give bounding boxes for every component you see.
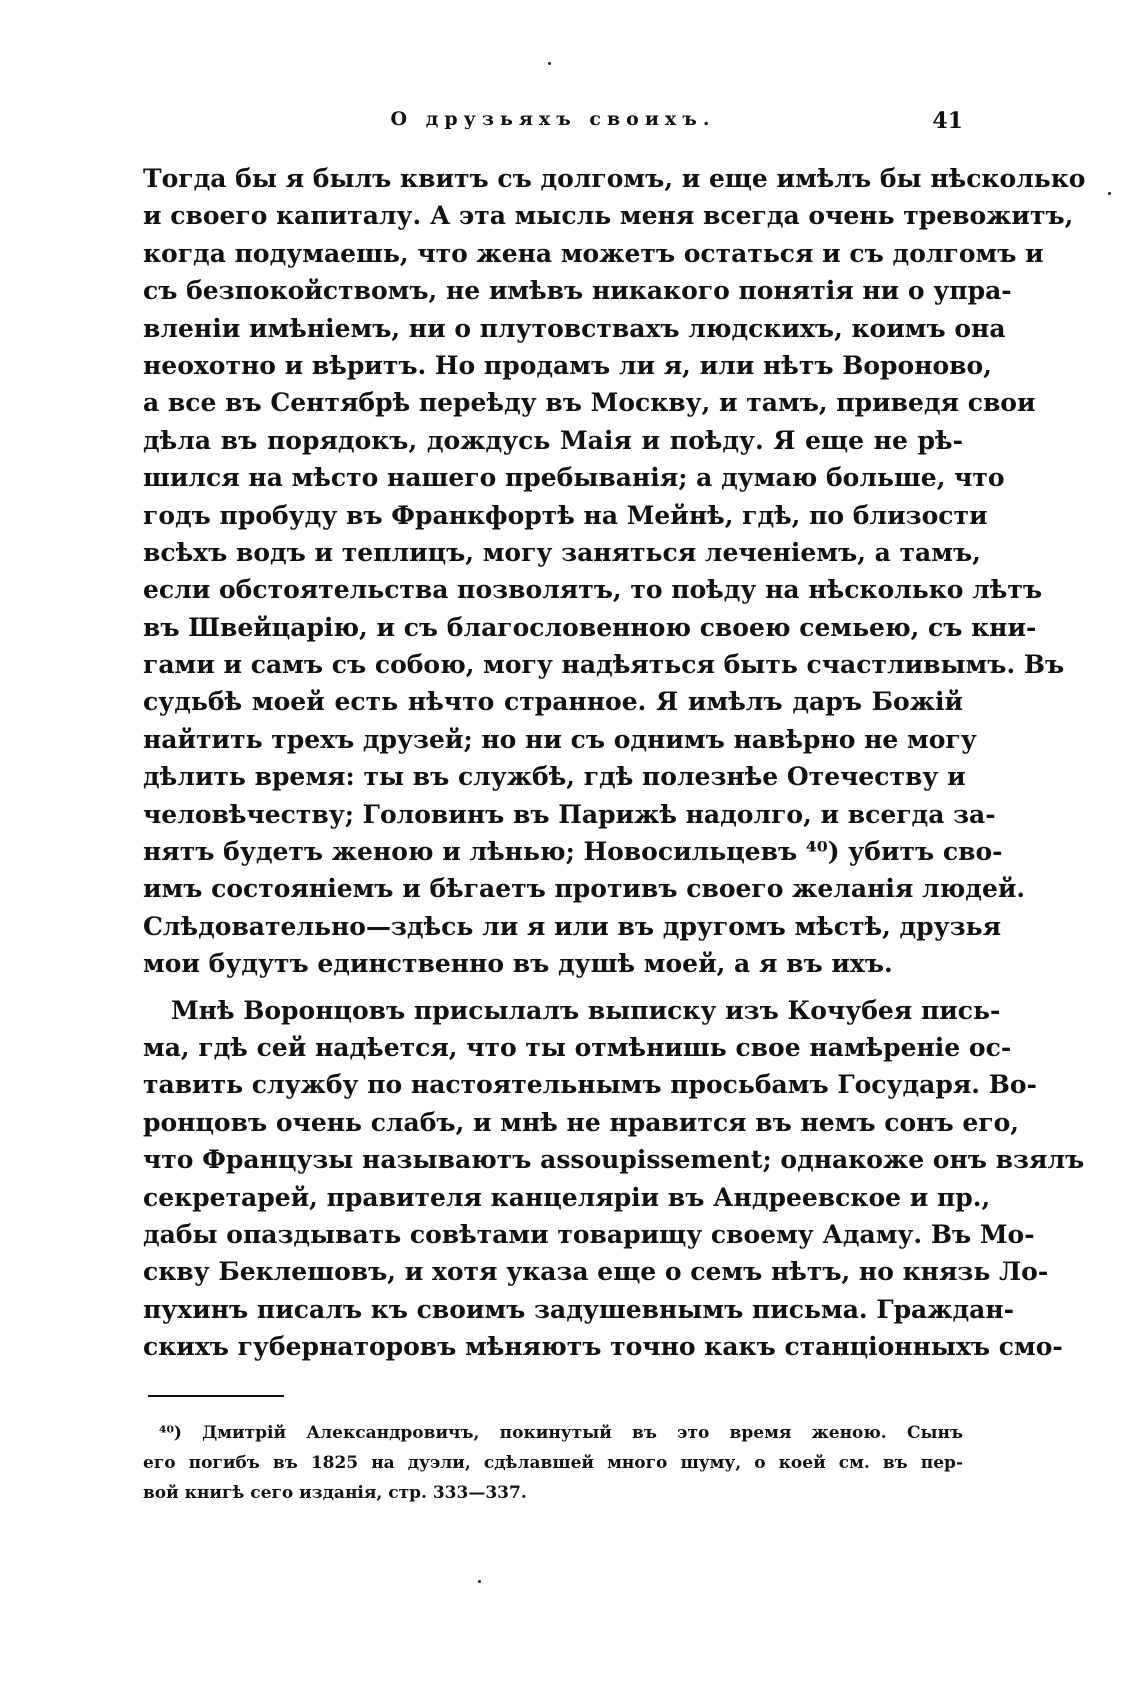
paragraph-2: [143, 992, 1085, 1366]
print-speck: [1108, 192, 1111, 195]
footnote-divider: [148, 1395, 284, 1397]
text-line: пухинъ писалъ къ своимъ задушевнымъ письма. Граждан-: [143, 1294, 1015, 1324]
body-text: [143, 160, 1086, 1366]
text-line: дѣла въ порядокъ, дождусь Маія и поѣду. Я еще не рѣ-: [143, 425, 963, 455]
text-line: Слѣдовательно—здѣсь ли я или въ другомъ мѣстѣ, друзья: [143, 911, 1002, 941]
text-line: дабы опаздывать совѣтами товарищу своему Адаму. Въ Мо-: [143, 1219, 1035, 1249]
text-line: что Французы называютъ assoupissement; однакоже онъ взялъ: [143, 1145, 1085, 1175]
paragraph-gap: [143, 983, 963, 992]
text-line: ма, гдѣ сей надѣется, что ты отмѣнишь свое намѣреніе ос-: [143, 1032, 1012, 1062]
text-line: всѣхъ водъ и теплицъ, могу заняться леченіемъ, а тамъ,: [143, 537, 981, 567]
text-line: мои будутъ единственно въ душѣ моей, а я въ ихъ.: [143, 949, 893, 979]
text-line: дѣлить время: ты въ службѣ, гдѣ полезнѣе Отечеству и: [143, 762, 966, 792]
text-line: гами и самъ съ собою, могу надѣяться быть счастливымъ. Въ: [143, 650, 1065, 680]
text-line: съ безпокойствомъ, не имѣвъ никакого понятія ни о упра-: [143, 276, 1012, 306]
text-line: вленіи имѣніемъ, ни о плутовствахъ людскихъ, коимъ она: [143, 313, 1006, 343]
print-speck: [478, 1580, 481, 1583]
text-line: скву Беклешовъ, и хотя указа еще о семъ нѣтъ, но князь Ло-: [143, 1257, 1049, 1287]
text-line: въ Швейцарію, и съ благословенною своею семьею, съ кни-: [143, 612, 1037, 642]
text-line: Тогда бы я былъ квитъ съ долгомъ, и еще имѣлъ бы нѣсколько: [143, 164, 1086, 193]
footnote-line: ⁴⁰) Дмитрій Александровичъ, покинутый въ это время женою. Сынъ: [159, 1423, 963, 1443]
footnote-line: вой книгѣ сего изданія, стр. 333—337.: [143, 1483, 527, 1503]
text-line: ронцовъ очень слабъ, и мнѣ не нравится въ немъ сонъ его,: [143, 1107, 1019, 1137]
text-line: а все въ Сентябрѣ переѣду въ Москву, и тамъ, приведя свои: [143, 388, 1036, 418]
text-line: секретарей, правителя канцеляріи въ Андреевское и пр.,: [143, 1182, 991, 1212]
text-line: судьбѣ моей есть нѣчто странное. Я имѣлъ даръ Божій: [143, 687, 963, 717]
running-title: О друзьяхъ своихъ.: [390, 108, 716, 130]
text-line: тавить службу по настоятельнымъ просьбамъ Государя. Во-: [143, 1070, 1037, 1100]
text-line: скихъ губернаторовъ мѣняютъ точно какъ станціонныхъ смо-: [143, 1332, 1063, 1362]
text-line: имъ состояніемъ и бѣгаетъ противъ своего желанія людей.: [143, 874, 1026, 904]
footnote-line: его погибъ въ 1825 на дуэли, сдѣлавшей много шуму, о коей см. въ пер-: [143, 1453, 963, 1473]
page-number: 41: [932, 108, 963, 134]
paragraph-1: [143, 160, 1086, 983]
print-speck: [548, 62, 551, 65]
text-line: и своего капиталу. А эта мысль меня всегда очень тревожитъ,: [143, 201, 1074, 231]
text-line: нятъ будетъ женою и лѣнью; Новосильцевъ ⁴⁰) убитъ сво-: [143, 837, 1003, 867]
text-line: человѣчеству; Головинъ въ Парижѣ надолго, и всегда за-: [143, 799, 996, 829]
page-header: [143, 108, 963, 142]
text-line: неохотно и вѣритъ. Но продамъ ли я, или нѣтъ Вороново,: [143, 350, 992, 380]
text-line: найтить трехъ друзей; но ни съ однимъ навѣрно не могу: [143, 724, 977, 754]
text-line: если обстоятельства позволятъ, то поѣду на нѣсколько лѣтъ: [143, 575, 1043, 605]
text-line: Мнѣ Воронцовъ присылалъ выписку изъ Кочубея пись-: [171, 995, 1001, 1025]
footnote: [143, 1418, 963, 1508]
text-line: годъ пробуду въ Франкфортѣ на Мейнѣ, гдѣ, по близости: [143, 500, 988, 530]
text-line: когда подумаешь, что жена можетъ остаться и съ долгомъ и: [143, 238, 1044, 268]
text-line: шился на мѣсто нашего пребыванія; а думаю больше, что: [143, 463, 1005, 493]
